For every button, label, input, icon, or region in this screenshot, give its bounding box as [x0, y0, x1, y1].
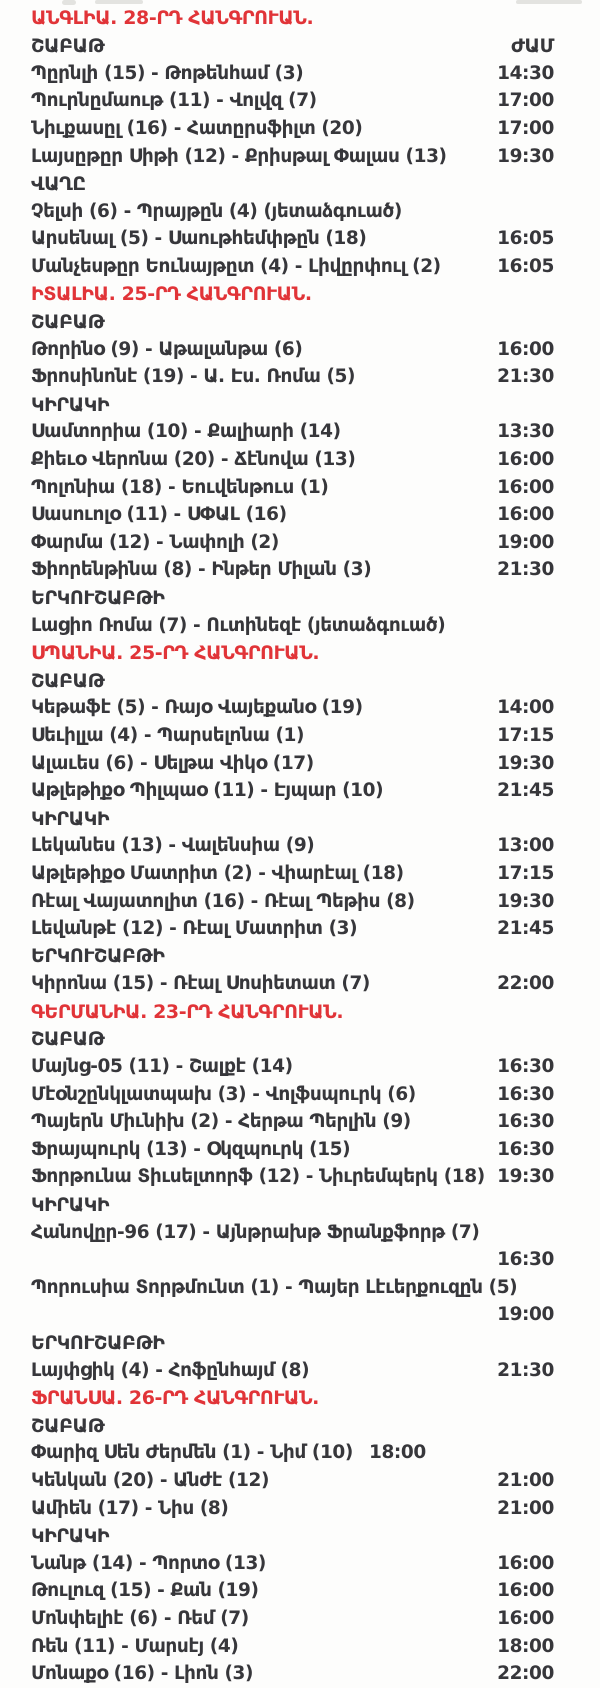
match-time: 19:30	[497, 145, 554, 167]
day-label: ՇԱԲԱԹ	[31, 1414, 105, 1437]
match-time: 21:00	[497, 1497, 554, 1519]
match-teams: Արսենալ (5) - Սաութհեմփթըն (18)	[31, 228, 367, 250]
match-row	[0, 1578, 600, 1606]
match-row	[0, 419, 600, 447]
match-time: 21:30	[497, 1359, 554, 1381]
day-header	[0, 309, 600, 337]
day-label: ՇԱԲԱԹ	[31, 34, 105, 57]
match-time-row	[0, 1247, 600, 1275]
match-teams: Լեկանես (13) - Վալենսիա (9)	[31, 835, 315, 857]
match-teams: Լայփցիկ (4) - Հոֆընհայմ (8)	[31, 1359, 310, 1381]
day-label: ՇԱԲԱԹ	[31, 310, 105, 333]
match-teams: Կիրոնա (15) - Ռէալ Սոսիետատ (7)	[31, 973, 370, 995]
match-teams: Թորինօ (9) - Աթալանթա (6)	[31, 338, 303, 360]
match-time-row	[0, 1302, 600, 1330]
match-teams: Ամիեն (17) - Նիս (8)	[31, 1497, 229, 1519]
scan-artifact	[516, 0, 582, 4]
match-teams: Պոլոնիա (18) - Եուվենթուս (1)	[31, 476, 329, 498]
match-time: 17:00	[497, 90, 554, 112]
match-row	[0, 1164, 600, 1192]
match-row	[0, 1136, 600, 1164]
day-header	[0, 1523, 600, 1551]
match-row	[0, 1357, 600, 1385]
league-header: ՍՊԱՆԻԱ. 25-ՐԴ ՀԱՆԳՐՈՒԱՆ.	[31, 641, 320, 664]
match-row	[0, 722, 600, 750]
match-teams: Լայսըթըր Սիթի (12) - Քրիսթալ Փալաս (13)	[31, 145, 447, 167]
match-time: 16:30	[497, 1138, 554, 1160]
match-row	[0, 336, 600, 364]
match-time: 21:45	[497, 780, 554, 802]
match-teams: Նանթ (14) - Պորտօ (13)	[31, 1552, 266, 1574]
match-row	[0, 750, 600, 778]
match-teams: Ֆորթունա Տիւսելտորֆ (12) - Նիւրեմպերկ (18)	[31, 1166, 485, 1188]
match-row	[0, 143, 600, 171]
match-teams: Մէօնշընկլատպախ (3) - Վոլֆսպուրկ (6)	[31, 1083, 416, 1105]
match-row	[0, 447, 600, 475]
league-header: ԱՆԳԼԻԱ. 28-ՐԴ ՀԱՆԳՐՈՒԱՆ.	[31, 7, 314, 30]
day-label: ԿԻՐԱԿԻ	[31, 807, 110, 830]
day-header	[0, 171, 600, 199]
day-header	[0, 1192, 600, 1220]
match-row	[0, 557, 600, 585]
match-time: 19:30	[497, 1166, 554, 1188]
match-time: 21:30	[497, 559, 554, 581]
match-row	[0, 1633, 600, 1661]
match-teams: Պըրնլի (15) - Թոթենհամ (3)	[31, 62, 304, 84]
match-teams: Սասուոլօ (11) - ՍՓԱԼ (16)	[31, 504, 287, 526]
day-label: ԿԻՐԱԿԻ	[31, 1524, 110, 1547]
time-column-header: ԺԱՄ	[511, 34, 554, 57]
match-time: 18:00	[368, 1442, 426, 1464]
day-header	[0, 1026, 600, 1054]
match-row	[0, 1605, 600, 1633]
day-header	[0, 1330, 600, 1358]
match-teams: Ռէալ Վայատոլիտ (16) - Ռէալ Պեթիս (8)	[31, 890, 415, 912]
match-time: 14:30	[497, 62, 554, 84]
match-teams: Կենկան (20) - Անժէ (12)	[31, 1470, 270, 1492]
match-row	[0, 253, 600, 281]
match-teams: Աթլեթիքօ Պիլպաօ (11) - Էյպար (10)	[31, 780, 384, 802]
day-label: ԵՐԿՈՒՇԱԲԹԻ	[31, 586, 165, 609]
match-teams: Սամտորիա (10) - Քալիարի (14)	[31, 421, 341, 443]
match-row	[0, 115, 600, 143]
day-label: ԿԻՐԱԿԻ	[31, 393, 110, 416]
match-teams: Պուրնըմաութ (11) - Վոլվզ (7)	[31, 90, 317, 112]
match-teams: Աթլեթիքօ Մատրիտ (2) - Վիարէալ (18)	[31, 862, 404, 884]
match-row	[0, 971, 600, 999]
match-row	[0, 1495, 600, 1523]
day-label: ՇԱԲԱԹ	[31, 1028, 105, 1051]
match-time: 22:00	[497, 1663, 554, 1685]
match-time: 17:15	[497, 862, 554, 884]
match-teams: Չելսի (6) - Պրայթըն (4) (յետաձգուած)	[31, 200, 402, 222]
match-teams: Ֆրայպուրկ (13) - Օկզպուրկ (15)	[31, 1138, 351, 1160]
match-teams: Լեվանթէ (12) - Ռէալ Մատրիտ (3)	[31, 918, 358, 940]
match-time: 16:30	[497, 1056, 554, 1078]
day-label: ՎԱՂԸ	[31, 172, 86, 195]
match-time: 22:00	[497, 973, 554, 995]
match-teams: Լացիո Ռոմա (7) - Ուտինեզէ (յետաձգուած)	[31, 614, 446, 636]
match-row	[0, 60, 600, 88]
match-teams: Ալաւես (6) - Սելթա Վիկօ (17)	[31, 752, 314, 774]
match-time: 19:30	[497, 890, 554, 912]
match-teams: Թուլուզ (15) - Քան (19)	[31, 1580, 259, 1602]
day-label: ԵՐԿՈՒՇԱԲԹԻ	[31, 945, 165, 968]
day-header	[0, 667, 600, 695]
match-time: 16:00	[497, 476, 554, 498]
match-teams: Մոնփելիէ (6) - Ռեմ (7)	[31, 1607, 249, 1629]
match-teams: Քիեւօ Վերոնա (20) - Ճէնովա (13)	[31, 449, 356, 471]
match-row	[0, 833, 600, 861]
match-time: 16:00	[497, 449, 554, 471]
match-teams: Մոնաքօ (16) - Լիոն (3)	[31, 1663, 254, 1685]
match-row	[0, 502, 600, 530]
match-row	[0, 88, 600, 116]
match-time: 16:30	[497, 1083, 554, 1105]
match-time: 16:05	[497, 228, 554, 250]
match-teams: Փարիզ Սեն Ժերմեն (1) - Նիմ (10)	[31, 1442, 353, 1464]
league-header: ԻՏԱԼԻԱ. 25-ՐԴ ՀԱՆԳՐՈՒԱՆ.	[31, 283, 312, 306]
day-label: ՇԱԲԱԹ	[31, 669, 105, 692]
match-time: 16:30	[497, 1249, 554, 1271]
day-header	[0, 943, 600, 971]
day-header	[0, 33, 600, 61]
match-time: 16:00	[497, 504, 554, 526]
match-teams: Հանովըր-96 (17) - Այնթրախթ Ֆրանքֆորթ (7)	[31, 1221, 480, 1243]
day-header	[0, 584, 600, 612]
day-header	[0, 1412, 600, 1440]
match-teams: Նիւքասըլ (16) - Հատըրսֆիլտ (20)	[31, 117, 363, 139]
match-row	[0, 916, 600, 944]
match-teams: Սեւիլլա (4) - Պարսելոնա (1)	[31, 724, 305, 746]
match-row	[0, 364, 600, 392]
match-row	[0, 198, 600, 226]
match-teams: Մայնց-05 (11) - Շալքէ (14)	[31, 1056, 293, 1078]
match-teams: Կեթաֆէ (5) - Ռայօ Վայեքանօ (19)	[31, 697, 363, 719]
scan-artifact	[62, 0, 76, 5]
match-time: 18:00	[497, 1635, 554, 1657]
match-row	[0, 888, 600, 916]
match-time: 19:00	[497, 1304, 554, 1326]
match-row	[0, 1550, 600, 1578]
match-row	[0, 1219, 600, 1247]
match-row	[0, 1467, 600, 1495]
match-time: 17:00	[497, 117, 554, 139]
match-time: 21:45	[497, 918, 554, 940]
match-time: 16:00	[497, 338, 554, 360]
match-teams: Պորուսիա Տորթմունտ (1) - Պայեր Լէւերքուզըն (5)	[31, 1276, 518, 1298]
match-teams: Մանչեսթըր Եունայթըտ (4) - Լիվըրփուլ (2)	[31, 255, 441, 277]
match-time: 16:00	[497, 1607, 554, 1629]
league-header: ԳԵՐՄԱՆԻԱ. 23-ՐԴ ՀԱՆԳՐՈՒԱՆ.	[31, 1000, 344, 1023]
league-header: ՖՐԱՆՍԱ. 26-ՐԴ ՀԱՆԳՐՈՒԱՆ.	[31, 1386, 319, 1409]
match-row	[0, 474, 600, 502]
match-row	[0, 1081, 600, 1109]
match-time: 13:30	[497, 421, 554, 443]
match-teams: Պայերն Միւնիխ (2) - Հերթա Պերլին (9)	[31, 1111, 411, 1133]
match-time: 14:00	[497, 697, 554, 719]
match-time: 16:30	[497, 1111, 554, 1133]
match-time: 16:00	[497, 1580, 554, 1602]
match-row	[0, 1440, 600, 1468]
day-header	[0, 391, 600, 419]
scan-artifact	[95, 0, 143, 4]
match-time: 17:15	[497, 724, 554, 746]
match-row	[0, 226, 600, 254]
match-time: 13:00	[497, 835, 554, 857]
match-time: 19:00	[497, 531, 554, 553]
match-row	[0, 1661, 600, 1688]
day-header	[0, 805, 600, 833]
match-time: 21:30	[497, 366, 554, 388]
match-row	[0, 529, 600, 557]
match-teams: Ֆիորենթինա (8) - Ինթեր Միլան (3)	[31, 559, 372, 581]
match-teams: Ֆրոսինոնէ (19) - Ա. Էս. Ռոմա (5)	[31, 366, 356, 388]
match-teams: Փարմա (12) - Նափոլի (2)	[31, 531, 279, 553]
match-row	[0, 778, 600, 806]
match-time: 21:00	[497, 1470, 554, 1492]
match-time: 16:05	[497, 255, 554, 277]
match-row	[0, 695, 600, 723]
match-teams: Ռեն (11) - Մարսէյ (4)	[31, 1635, 239, 1657]
match-row	[0, 1109, 600, 1137]
match-time: 19:30	[497, 752, 554, 774]
match-row	[0, 1274, 600, 1302]
match-row	[0, 612, 600, 640]
match-row	[0, 860, 600, 888]
day-label: ԿԻՐԱԿԻ	[31, 1193, 110, 1216]
match-time: 16:00	[497, 1552, 554, 1574]
day-label: ԵՐԿՈՒՇԱԲԹԻ	[31, 1331, 165, 1354]
match-row	[0, 1054, 600, 1082]
